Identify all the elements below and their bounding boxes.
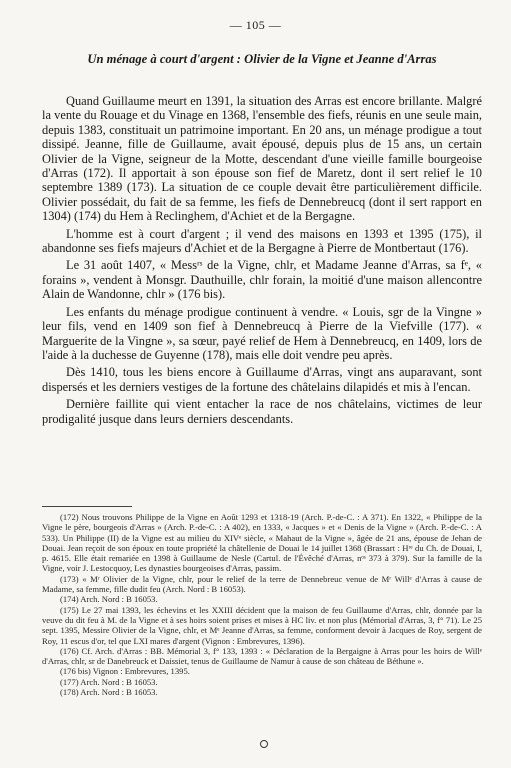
- footnote: (178) Arch. Nord : B 16053.: [60, 687, 158, 698]
- paragraph: Dernière faillite qui vient entacher la race de nos châtelains, victimes de leur prodigalité jusque dans leurs derniers descendants.: [42, 397, 482, 426]
- footnote: (176) Cf. Arch. d'Arras : BB. Mémorial 3, f° 133, 1393 : « Déclaration de la Bergaigne à Arras pour les hoirs de Willᵉ d'Arras, chlr, sr de Danebreuck et Daissiet, tenus de Guillaume de Namur à cause de son château de Béthune ».: [42, 645, 482, 667]
- paragraph: Dès 1410, tous les biens encore à Guillaume d'Arras, vingt ans auparavant, sont dispersés et les derniers vestiges de la fortune des châtelains dilapidés et mis à l'encan.: [42, 365, 482, 394]
- circle-mark: [260, 740, 268, 748]
- footnote: (173) « Mʳ Olivier de la Vigne, chlr, pour le relief de la terre de Dennebreuc venue de Mʳ Willᵉ d'Arras à cause de Madame, sa femme, fille dudit feu (Arch. Nord : B 16053).: [42, 573, 482, 595]
- footnote: (176 bis) Vignon : Embrevures, 1395.: [60, 666, 190, 677]
- paragraph: Les enfants du ménage prodigue continuent à vendre. « Louis, sgr de la Vingne » leur fils, vend en 1409 son fief à Dennebreucq à Pierre de la Viefville (177). « Marguerite de la Vingne », sa sœur, payé relief de Hem à Dennebreucq, en 1409, lors de l'aide à la duchesse de Guyenne (178), mais elle doit vendre peu après.: [42, 304, 482, 362]
- paragraph: Le 31 août 1407, « Messʳˢ de la Vigne, chlr, et Madame Jeanne d'Arras, sa fᵉ, « forains », vendent à Monsgr. Dauthuille, chlr forain, la moitié d'une maison allencontre Alain de Wandonne, chlr » (176 bis).: [42, 258, 482, 302]
- section-heading: Un ménage à court d'argent : Olivier de la Vigne et Jeanne d'Arras: [87, 52, 437, 66]
- paragraph: L'homme est à court d'argent ; il vend des maisons en 1393 et 1395 (175), il abandonne ses fiefs majeurs d'Achiet et de la Bergagne à Pierre de Montbertaut (176).: [42, 226, 482, 256]
- footnote: (174) Arch. Nord : B 16053.: [60, 594, 158, 605]
- footnotes: [42, 512, 482, 697]
- paragraph: Quand Guillaume meurt en 1391, la situation des Arras est encore brillante. Malgré la vente du Rouage et du Vinage en 1368, l'ensemble des fiefs, réunis en une seule main, depuis 1383, constituait un patrimoine important. En 20 ans, un ménage prodigue a tout dissipé. Jeanne, fille de Guillaume, avait épousé, depuis plus de 15 ans, un certain Olivier de la Vigne, seigneur de la Motte, descendant d'une vieille famille bourgeoise d'Arras (172). Il apportait à son épouse son fief de Maretz, dont il sert relief le 10 septembre 1389 (173). La situation de ce couple devait être particulièrement difficile. Olivier possédait, du fait de sa femme, les fiefs de Dennebreucq (dont il sert rapport en 1304) (174) du Hem à Reclinghem, d'Achiet et de la Bergagne.: [42, 94, 482, 224]
- footnote: (175) Le 27 mai 1393, les échevins et les XXIII décident que la maison de feu Guillaume d'Arras, chlr, donnée par la veuve du dit feu à M. de la Vigne et à ses hoirs soient prises et mises à HC liv. et non plus (Mémorial d'Arras, 3, f° 71). Le 25 sept. 1395, Messire Olivier de la Vigne, chlr, et Mᵉ Jeanne d'Arras, sa femme, conforment devoir à Jacques de Roy, sergent de Roy, 11 escus d'or, tel que LXI mares d'argent (Vignon : Embrevures, 1396).: [42, 604, 482, 646]
- footnote-divider: [42, 506, 132, 507]
- body-text: [42, 80, 482, 429]
- page-number: — 105 —: [229, 18, 282, 32]
- footnote: (172) Nous trouvons Philippe de la Vigne en Août 1293 et 1318-19 (Arch. P.-de-C. : A 371). En 1322, « Philippe de la Vigne le père, bourgeois d'Arras » (Arch. P.-de-C. : A 402), en 1333, « Jacques » et « Denis de la Vigne » (Arch. P.-de-C. : A 533). Un Philippe (II) de la Vigne est au milieu du XIVᵉ siècle, « Mahaut de la Vigne », âgée de 21 ans, épouse de Jehan de Douai. Jean reçoit de son époux en toute propriété la châtellenie de Douai le 14 juillet 1368 (Brassart : Hʳᵉ du Ch. de Douai, I, p. 4615. Elle était remariée en 1398 à Guillaume de Nesle (Cartul. de l'Évêché d'Arras, nᵒˢ 373 à 379). Sur la famille de la Vigne, voir J. Lestocquoy, Les dynasties bourgeoises d'Arras, passim.: [42, 512, 482, 574]
- footnote: (177) Arch. Nord : B 16053.: [60, 676, 158, 687]
